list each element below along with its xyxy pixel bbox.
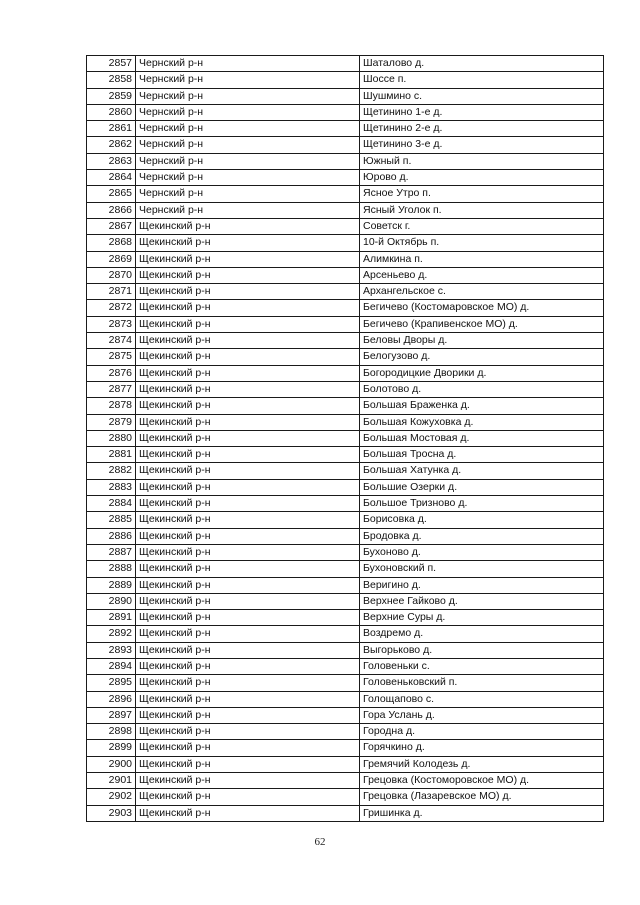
table-row [87,512,604,528]
settlement-cell: Гришинка д. [360,805,604,821]
table-row [87,104,604,120]
settlement-cell: Бегичево (Костомаровское МО) д. [360,300,604,316]
district-cell: Щекинский р-н [136,316,360,332]
district-cell: Чернский р-н [136,72,360,88]
table-row [87,740,604,756]
row-number-cell: 2876 [87,365,136,381]
district-cell: Щекинский р-н [136,658,360,674]
district-cell: Щекинский р-н [136,707,360,723]
settlement-cell: Арсеньево д. [360,267,604,283]
district-cell: Щекинский р-н [136,235,360,251]
row-number-cell: 2862 [87,137,136,153]
row-number-cell: 2860 [87,104,136,120]
settlement-cell: Ясное Утро п. [360,186,604,202]
settlement-cell: Головеньковский п. [360,675,604,691]
row-number-cell: 2857 [87,56,136,72]
row-number-cell: 2887 [87,544,136,560]
row-number-cell: 2878 [87,398,136,414]
settlement-cell: Белогузово д. [360,349,604,365]
settlement-cell: Грецовка (Лазаревское МО) д. [360,789,604,805]
row-number-cell: 2883 [87,479,136,495]
table-row [87,202,604,218]
district-cell: Щекинский р-н [136,267,360,283]
table-row [87,626,604,642]
row-number-cell: 2879 [87,414,136,430]
district-cell: Щекинский р-н [136,642,360,658]
settlement-cell: Большая Кожуховка д. [360,414,604,430]
settlement-cell: Бухоново д. [360,544,604,560]
district-cell: Чернский р-н [136,186,360,202]
district-cell: Щекинский р-н [136,381,360,397]
settlement-cell: Верхнее Гайково д. [360,593,604,609]
settlement-cell: Большая Мостовая д. [360,430,604,446]
district-cell: Щекинский р-н [136,251,360,267]
table-row [87,805,604,821]
table-row [87,642,604,658]
row-number-cell: 2888 [87,561,136,577]
district-cell: Чернский р-н [136,153,360,169]
table-row [87,593,604,609]
district-cell: Чернский р-н [136,56,360,72]
settlement-cell: Беловы Дворы д. [360,333,604,349]
settlement-cell: Бегичево (Крапивенское МО) д. [360,316,604,332]
district-cell: Щекинский р-н [136,365,360,381]
row-number-cell: 2902 [87,789,136,805]
settlement-cell: Большое Тризново д. [360,496,604,512]
row-number-cell: 2894 [87,658,136,674]
row-number-cell: 2874 [87,333,136,349]
district-cell: Щекинский р-н [136,789,360,805]
row-number-cell: 2868 [87,235,136,251]
settlement-cell: Советск г. [360,218,604,234]
table-row [87,658,604,674]
district-cell: Щекинский р-н [136,447,360,463]
row-number-cell: 2873 [87,316,136,332]
district-cell: Щекинский р-н [136,593,360,609]
row-number-cell: 2899 [87,740,136,756]
district-cell: Щекинский р-н [136,756,360,772]
district-cell: Щекинский р-н [136,218,360,234]
row-number-cell: 2903 [87,805,136,821]
table-row [87,447,604,463]
row-number-cell: 2889 [87,577,136,593]
settlement-cell: Юрово д. [360,170,604,186]
settlement-cell: Верхние Суры д. [360,610,604,626]
row-number-cell: 2865 [87,186,136,202]
table-row [87,463,604,479]
row-number-cell: 2890 [87,593,136,609]
table-row [87,333,604,349]
district-cell: Щекинский р-н [136,724,360,740]
settlement-cell: Шоссе п. [360,72,604,88]
settlement-cell: Шаталово д. [360,56,604,72]
row-number-cell: 2900 [87,756,136,772]
settlement-cell: Шушмино с. [360,88,604,104]
table-row [87,218,604,234]
table-row [87,675,604,691]
district-cell: Щекинский р-н [136,496,360,512]
row-number-cell: 2864 [87,170,136,186]
settlement-cell: Городна д. [360,724,604,740]
district-cell: Щекинский р-н [136,479,360,495]
table-row [87,707,604,723]
district-cell: Чернский р-н [136,170,360,186]
district-cell: Щекинский р-н [136,626,360,642]
settlement-cell: Щетинино 3-е д. [360,137,604,153]
table-row [87,479,604,495]
district-cell: Чернский р-н [136,88,360,104]
settlement-cell: Алимкина п. [360,251,604,267]
table-row [87,496,604,512]
row-number-cell: 2863 [87,153,136,169]
district-cell: Чернский р-н [136,104,360,120]
row-number-cell: 2892 [87,626,136,642]
table-row [87,235,604,251]
row-number-cell: 2875 [87,349,136,365]
settlement-cell: Большая Браженка д. [360,398,604,414]
table-row [87,300,604,316]
table-row [87,528,604,544]
settlement-cell: Веригино д. [360,577,604,593]
row-number-cell: 2891 [87,610,136,626]
settlement-cell: Бродовка д. [360,528,604,544]
settlement-cell: Большие Озерки д. [360,479,604,495]
settlement-cell: Бухоновский п. [360,561,604,577]
row-number-cell: 2867 [87,218,136,234]
table-row [87,561,604,577]
table-row [87,381,604,397]
row-number-cell: 2871 [87,284,136,300]
table-row [87,691,604,707]
table-row [87,56,604,72]
row-number-cell: 2884 [87,496,136,512]
district-cell: Щекинский р-н [136,740,360,756]
district-cell: Щекинский р-н [136,691,360,707]
district-cell: Щекинский р-н [136,675,360,691]
settlement-cell: Головеньки с. [360,658,604,674]
row-number-cell: 2881 [87,447,136,463]
row-number-cell: 2877 [87,381,136,397]
district-cell: Щекинский р-н [136,528,360,544]
settlement-cell: 10-й Октябрь п. [360,235,604,251]
row-number-cell: 2872 [87,300,136,316]
row-number-cell: 2880 [87,430,136,446]
table-row [87,121,604,137]
table-row [87,349,604,365]
settlement-cell: Архангельское с. [360,284,604,300]
table-row [87,430,604,446]
settlement-cell: Борисовка д. [360,512,604,528]
table-row [87,186,604,202]
row-number-cell: 2858 [87,72,136,88]
table-row [87,789,604,805]
row-number-cell: 2901 [87,773,136,789]
district-cell: Щекинский р-н [136,333,360,349]
table-row [87,251,604,267]
page-number: 62 [314,836,326,848]
settlement-cell: Гора Услань д. [360,707,604,723]
settlement-cell: Болотово д. [360,381,604,397]
settlement-cell: Грецовка (Костоморовское МО) д. [360,773,604,789]
settlement-cell: Выгорьково д. [360,642,604,658]
table-row [87,284,604,300]
settlement-cell: Гремячий Колодезь д. [360,756,604,772]
row-number-cell: 2866 [87,202,136,218]
table-row [87,756,604,772]
table-row [87,72,604,88]
settlement-cell: Большая Тросна д. [360,447,604,463]
settlement-cell: Щетинино 1-е д. [360,104,604,120]
row-number-cell: 2882 [87,463,136,479]
table-row [87,414,604,430]
settlement-cell: Южный п. [360,153,604,169]
table-row [87,544,604,560]
table-row [87,267,604,283]
table-row [87,88,604,104]
district-cell: Щекинский р-н [136,414,360,430]
table-row [87,610,604,626]
table-row [87,724,604,740]
row-number-cell: 2893 [87,642,136,658]
row-number-cell: 2895 [87,675,136,691]
table-row [87,398,604,414]
district-cell: Щекинский р-н [136,544,360,560]
table-body [87,56,604,822]
district-cell: Щекинский р-н [136,398,360,414]
district-cell: Щекинский р-н [136,430,360,446]
district-cell: Щекинский р-н [136,610,360,626]
table-row [87,153,604,169]
table-row [87,137,604,153]
district-cell: Щекинский р-н [136,512,360,528]
row-number-cell: 2859 [87,88,136,104]
district-cell: Чернский р-н [136,202,360,218]
table-row [87,316,604,332]
table-row [87,577,604,593]
row-number-cell: 2870 [87,267,136,283]
district-cell: Чернский р-н [136,121,360,137]
settlement-cell: Воздремо д. [360,626,604,642]
row-number-cell: 2869 [87,251,136,267]
row-number-cell: 2861 [87,121,136,137]
district-cell: Чернский р-н [136,137,360,153]
settlement-cell: Большая Хатунка д. [360,463,604,479]
district-cell: Щекинский р-н [136,805,360,821]
settlement-cell: Щетинино 2-е д. [360,121,604,137]
district-cell: Щекинский р-н [136,284,360,300]
settlement-cell: Богородицкие Дворики д. [360,365,604,381]
district-cell: Щекинский р-н [136,773,360,789]
table-row [87,773,604,789]
settlements-table [86,55,604,822]
row-number-cell: 2885 [87,512,136,528]
district-cell: Щекинский р-н [136,561,360,577]
row-number-cell: 2886 [87,528,136,544]
settlement-cell: Ясный Уголок п. [360,202,604,218]
settlement-cell: Горячкино д. [360,740,604,756]
table-row [87,170,604,186]
district-cell: Щекинский р-н [136,463,360,479]
district-cell: Щекинский р-н [136,349,360,365]
district-cell: Щекинский р-н [136,577,360,593]
row-number-cell: 2896 [87,691,136,707]
row-number-cell: 2897 [87,707,136,723]
row-number-cell: 2898 [87,724,136,740]
table-row [87,365,604,381]
settlement-cell: Голощапово с. [360,691,604,707]
district-cell: Щекинский р-н [136,300,360,316]
